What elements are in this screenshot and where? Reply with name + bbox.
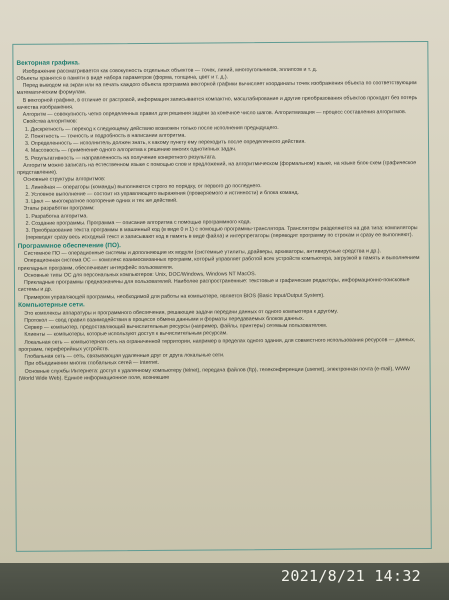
paragraph: Примером управляющей программы, необходимой для работы на компьютере, является BIOS (Basic Input/Output System). xyxy=(24,292,325,301)
paragraph: Глобальная сеть — сеть, связывающая удаленные друг от друга локальные сети. xyxy=(24,352,225,360)
paragraph: Объекты хранятся в памяти в виде набора параметров (форма, толщина, цвет и т. д.). xyxy=(16,74,229,82)
section-heading-computer-networks: Компьютерные сети. xyxy=(18,301,85,309)
list-item: 4. Массовость — применение одного алгоритма к решению многих однотипных задач. xyxy=(25,146,237,155)
paragraph: Клиенты — компьютеры, которые используют доступ к вычислительным ресурсам. xyxy=(24,330,228,339)
list-item: 1. Линейная — операторы (команды) выполняются строго по порядку, от первого до последнего. xyxy=(25,182,262,191)
section-heading-software: Программное обеспечение (ПО). xyxy=(17,241,121,250)
paragraph: Изображение рассматривается как совокупность отдельных объектов — точек, линий, многоугольников, эллипсов и т. д. xyxy=(22,66,318,75)
photo-timestamp: 2021/8/21 14:32 xyxy=(281,567,421,585)
paragraph: Протокол — свод правил взаимодействия в процессе обмена данными и форматы передаваемых блоков данных. xyxy=(24,315,305,324)
list-item: 2. Понятность — точность и подробность в написании алгоритма. xyxy=(24,132,186,140)
list-item: 3. Определенность — исполнитель должен знать, к какому пункту ему переходить после определенного действия. xyxy=(24,138,306,147)
paragraph: Основные типы ОС для персональных компьютеров: Unix, DOC/Windows, Windows NT MacOS. xyxy=(23,271,257,279)
paragraph: Основные службы Интернета: доступ к удаленному компьютеру (telnet), передача файлов (ftp), телеконференции (usenet), электронная почта (e-mail), WWW (World Wide Web). Единое информационное поле, возникшее xyxy=(18,365,410,382)
page-content xyxy=(16,57,426,383)
section-heading-vector-graphics: Векторная графика. xyxy=(16,59,80,67)
paragraph: При объединении многих глобальных сетей — Internet. xyxy=(24,360,160,368)
paragraph: Алгоритм можно записать на естественном языке с помощью слов и предложений, на алгоритмическом (формальном) языке, на языке блок-схем (графическое представление). xyxy=(17,159,417,176)
paragraph: В векторной графике, в отличие от растровой, информация записывается компактно, масштабирование и другие преобразования объектов проходят без потерь качества изображения. xyxy=(16,94,418,111)
list-item: 1. Разработка алгоритма. xyxy=(25,212,88,220)
paragraph: Алгоритм — совокупность четко определенных правил для решения задачи за конечное число шагов. Алгоритмизация — процесс составления алгоритмов. xyxy=(22,109,407,118)
list-title: Основные структуры алгоритмов: xyxy=(23,176,106,184)
paragraph: Это комплексы аппаратуры и программного обеспечения, решающие задачи передачи данных от одного компьютера к другому. xyxy=(24,308,338,317)
paragraph: Операционная система ОС — комплекс взаимосвязанных программ, который управляет работой всех устройств компьютера, загрузкой в память и выполнением прикладных программ, обеспечивает интерфейс пользователя. xyxy=(17,255,420,272)
paragraph: Перед выводом на экран или на печать каждого объекта программа векторной графики вычисляет координаты точек изображения объекта по соответствующим математическим формулам. xyxy=(16,80,417,97)
paragraph: Локальная сеть — компьютерная сеть на ограниченной территории, например в пределах одного здания, для совместного использования ресурсов — данных, программ, периферийных устройств. xyxy=(18,336,416,353)
list-title: Этапы разработки программ: xyxy=(23,205,95,213)
paragraph: Системное ПО — операционные системы и дополняющие их модули (системные утилиты, драйверы, архиваторы, антивирусные средства и др.). xyxy=(23,248,382,257)
paragraph: Прикладные программы предназначены для пользователей. Наиболее распространенные: текстовые и графические редакторы, информационно-поисковые системы и др. xyxy=(18,277,410,294)
list-item: 5. Результативность — направленность на получение конкретного результата. xyxy=(25,154,217,162)
list-item: 2. Создание программы. Программа — описание алгоритма с помощью программного кода. xyxy=(25,219,252,227)
list-item: 2. Условное выполнение — состоит из управляющего выражения (проверяемого и истинности) и блока команд. xyxy=(25,189,299,198)
list-item: 3. Цикл — многократное повторение одних и тех же действий. xyxy=(25,197,178,205)
list-title: Свойства алгоритмов: xyxy=(22,118,78,126)
paragraph: Сервер — компьютер, предоставляющий вычислительные ресурсы (например, файлы, принтеры) сетевым пользователям. xyxy=(24,322,328,331)
list-item: 1. Дискретность — переход к следующему действию возможен только после исполнения предыдущего. xyxy=(24,124,279,133)
list-item: 3. Преобразование текста программы в машинный код (в виде 0 и 1) с помощью программы-транслятора. Трансляторы разделяются на два типа: компиляторы (переводят сразу весь исходный текст и записывают код в память в виде файла) и интерпретаторы (переводят программу по строкам и сразу ее выполняют). xyxy=(25,225,418,242)
